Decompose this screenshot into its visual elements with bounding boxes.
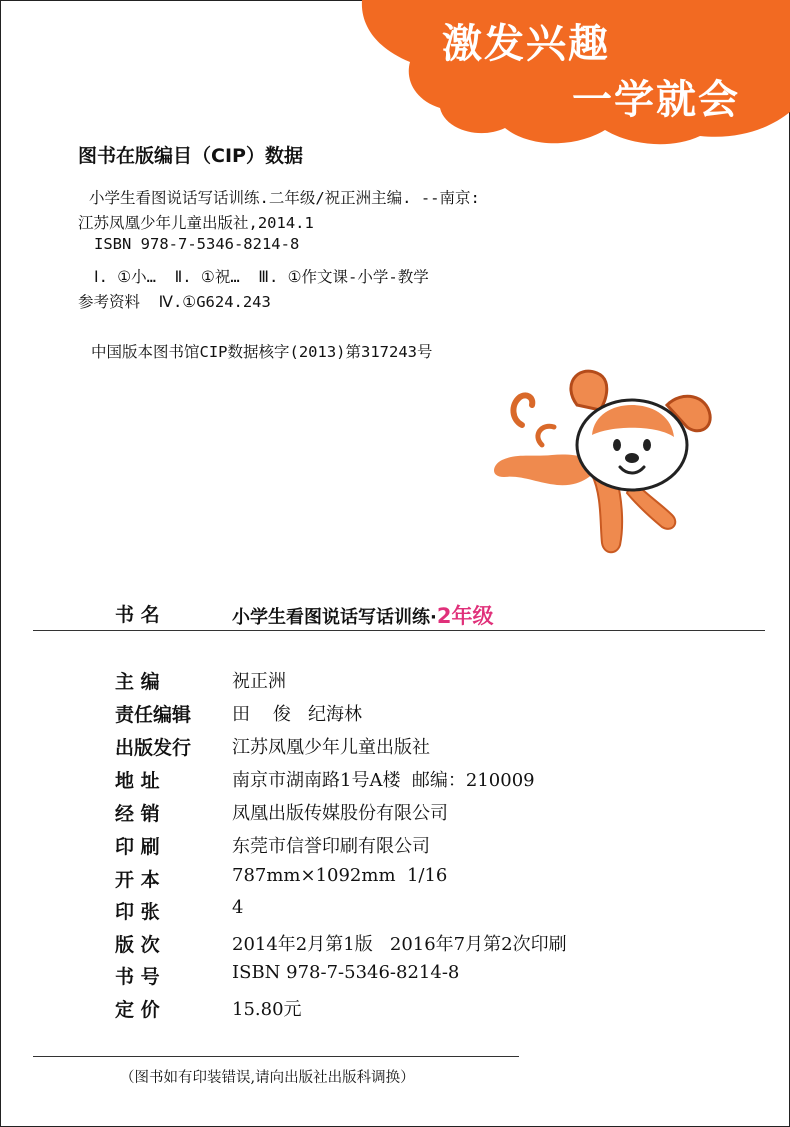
detail-row	[0, 962, 790, 994]
detail-value: 东莞市信誉印刷有限公司	[232, 836, 430, 857]
detail-value: 凤凰出版传媒股份有限公司	[232, 803, 448, 824]
detail-value: 田 俊 纪海林	[232, 704, 363, 725]
detail-label: 版 次	[115, 934, 160, 956]
detail-row	[0, 832, 790, 864]
detail-row	[0, 766, 790, 798]
cip-line: 参考资料 Ⅳ.①G624.243	[78, 293, 271, 311]
book-title-text: 小学生看图说话写话训练·	[232, 607, 437, 628]
cartoon-dog-illustration	[482, 365, 732, 565]
detail-label: 责任编辑	[115, 704, 192, 726]
cip-line: ISBN 978-7-5346-8214-8	[94, 235, 300, 253]
detail-value: 江苏凤凰少年儿童出版社	[232, 737, 430, 758]
detail-label: 经 销	[115, 803, 160, 825]
detail-value: 15.80元	[232, 999, 302, 1020]
dog-eye	[643, 439, 651, 451]
dog-tail-curl	[538, 426, 554, 445]
slogan-banner	[0, 0, 790, 150]
detail-row	[0, 930, 790, 962]
detail-row	[0, 865, 790, 897]
dog-eye	[613, 439, 621, 451]
detail-label: 书 号	[115, 966, 160, 988]
detail-label: 出版发行	[115, 737, 192, 759]
detail-value: 南京市湖南路1号A楼 邮编：210009	[232, 770, 535, 791]
cip-line: Ⅰ. ①小… Ⅱ. ①祝… Ⅲ. ①作文课-小学-教学	[94, 268, 429, 286]
detail-label: 地 址	[115, 770, 160, 792]
cip-line: 小学生看图说话写话训练.二年级/祝正洲主编. --南京:	[89, 189, 480, 207]
detail-row	[0, 700, 790, 732]
detail-value: 4	[232, 897, 244, 918]
cip-line: 中国版本图书馆CIP数据核字(2013)第317243号	[91, 343, 433, 361]
grade-badge: 2年级	[436, 604, 494, 628]
footer-note: （图书如有印装错误,请向出版社出版科调换）	[120, 1070, 415, 1086]
dog-nose	[625, 453, 639, 463]
detail-row	[0, 733, 790, 765]
detail-value: ISBN 978-7-5346-8214-8	[232, 962, 460, 983]
dog-tail	[513, 395, 532, 425]
cip-heading: 图书在版编目（CIP）数据	[78, 145, 303, 167]
detail-label: 开 本	[115, 869, 160, 891]
detail-value: 祝正洲	[232, 671, 286, 692]
detail-label: 定 价	[115, 999, 160, 1021]
detail-value: 2014年2月第1版 2016年7月第2次印刷	[232, 934, 567, 955]
slogan-line-2: 一学就会	[572, 77, 740, 123]
detail-value: 787mm×1092mm 1/16	[232, 865, 448, 886]
detail-row	[0, 995, 790, 1027]
detail-label: 印 刷	[115, 836, 160, 858]
detail-row	[0, 799, 790, 831]
detail-label: 主 编	[115, 671, 160, 693]
cip-line: 江苏凤凰少年儿童出版社,2014.1	[78, 214, 314, 232]
divider	[33, 630, 765, 631]
book-name-label: 书 名	[115, 604, 160, 626]
detail-row	[0, 897, 790, 929]
slogan-line-1: 激发兴趣	[442, 21, 610, 67]
detail-label: 印 张	[115, 901, 160, 923]
detail-row	[0, 667, 790, 699]
book-name-value	[232, 600, 493, 630]
dog-left-ear	[571, 371, 607, 410]
footer-divider	[33, 1056, 519, 1057]
